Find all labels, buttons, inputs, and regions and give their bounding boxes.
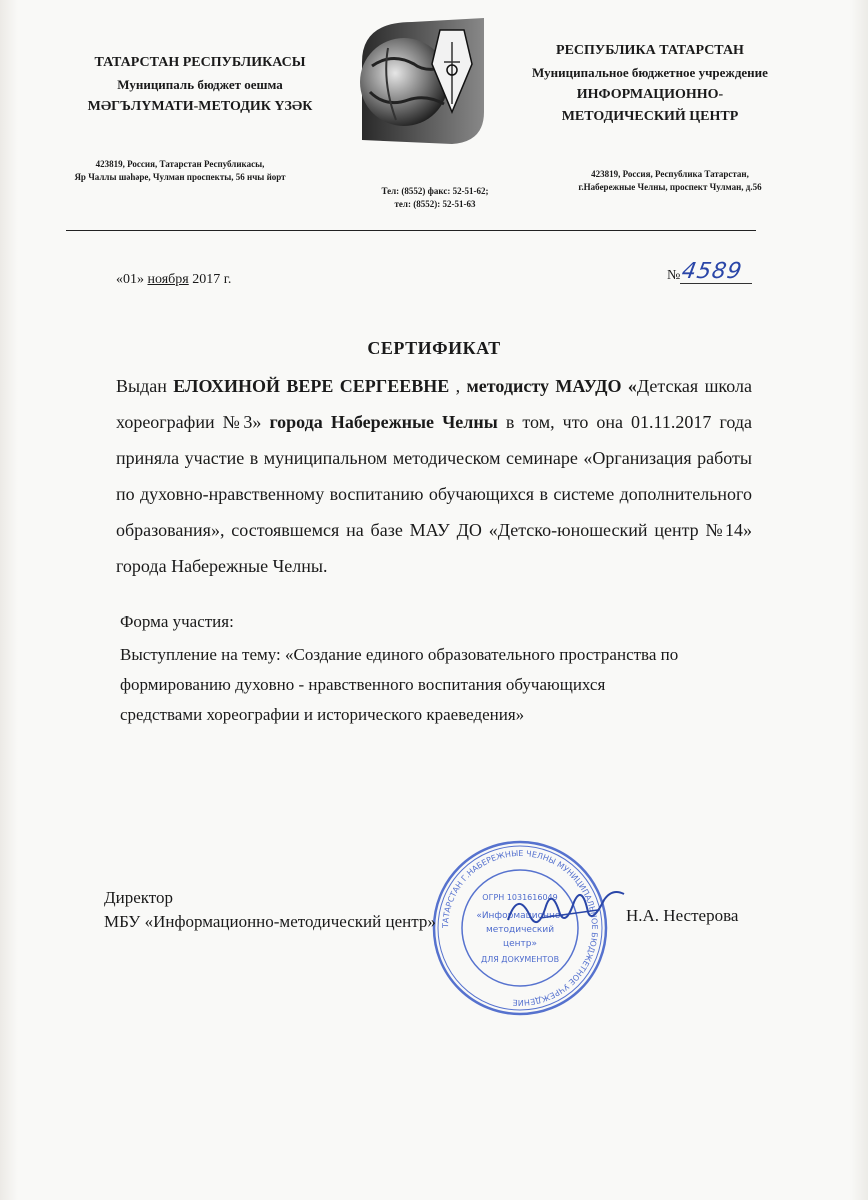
- stamp-line-4: центр»: [502, 939, 538, 949]
- header-right-address-line2: г.Набережные Челны, проспект Чулман, д.56: [578, 182, 762, 192]
- header-left-republic: ТАТАРСТАН РЕСПУБЛИКАСЫ: [94, 55, 306, 70]
- header-right-address-line1: 423819, Россия, Республика Татарстан,: [591, 169, 749, 179]
- document-number-label: №: [667, 268, 681, 283]
- header-left-address: [30, 158, 330, 184]
- header-left-institution: Муниципаль бюджет оешма: [117, 77, 283, 92]
- document-number-underline: [680, 283, 752, 284]
- header-left-address-line2: Яр Чаллы шәһәре, Чулман проспекты, 56 нчы йорт: [74, 172, 286, 182]
- stamp-line-3: методический: [485, 925, 555, 935]
- body-intro: Выдан: [116, 376, 174, 396]
- signer-organization: МБУ «Информационно-методический центр»: [104, 912, 436, 931]
- body-city: города Набережные Челны: [269, 412, 498, 432]
- signer-block: [104, 886, 436, 934]
- document-number-value: 4589: [679, 259, 745, 284]
- date-year: 2017 г.: [192, 272, 232, 287]
- body-comma: ,: [449, 376, 467, 396]
- body-school: Детская школа хореографии №3»: [116, 376, 752, 432]
- header-phone-line1: Тел: (8552) факс: 52-51-62;: [381, 186, 489, 196]
- participation-line-3: средствами хореографии и исторического краеведения»: [120, 705, 525, 724]
- header-right-institution: Муниципальное бюджетное учреждение: [532, 65, 768, 80]
- participation-label: Форма участия:: [120, 612, 234, 631]
- body-recipient-name: ЕЛОХИНОЙ ВЕРЕ СЕРГЕЕВНЕ: [173, 376, 450, 396]
- document-title: СЕРТИФИКАТ: [367, 338, 501, 358]
- header-right-center-name-2: МЕТОДИЧЕСКИЙ ЦЕНТР: [561, 109, 739, 124]
- stamp-line-1: ОГРН 1031616049: [482, 893, 558, 902]
- participation-line-2: формированию духовно - нравственного воспитания обучающихся: [120, 675, 606, 694]
- header-phone-line2: тел: (8552): 52-51-63: [394, 199, 476, 209]
- header-right-center-name-1: ИНФОРМАЦИОННО-: [576, 87, 724, 102]
- document-date: [116, 272, 231, 288]
- header-right-republic: РЕСПУБЛИКА ТАТАРСТАН: [556, 43, 744, 58]
- signer-position: Директор: [104, 888, 173, 907]
- header-left-center-name: МӘГЪЛҮМАТИ-МЕТОДИК ҮЗӘК: [87, 99, 313, 114]
- header-left-address-line1: 423819, Россия, Татарстан Республикасы,: [95, 159, 265, 169]
- body-recipient-role: методисту МАУДО «: [466, 376, 637, 396]
- signer-name: Н.А. Нестерова: [626, 906, 739, 925]
- body-main-text: в том, что она 01.11.2017 года приняла участие в муниципальном методическом семинаре «Организация работы по духовно-нравственному воспитанию обучающихся в системе дополнительного образования», состоявшемся на базе МАУ ДО «Детско-юношеский центр №14» города Набережные Челны.: [116, 412, 753, 576]
- header-right-address: [540, 168, 800, 194]
- certificate-body: [116, 368, 752, 584]
- header-divider: [66, 230, 756, 231]
- header-phones: [340, 185, 530, 211]
- participation-line-1: Выступление на тему: «Создание единого образовательного пространства по: [120, 645, 679, 664]
- header-right-block: [500, 40, 800, 128]
- handwritten-signature: [500, 876, 630, 936]
- stamp-line-5: ДЛЯ ДОКУМЕНТОВ: [480, 955, 560, 964]
- stamp-line-2: «Информационно-: [476, 911, 564, 921]
- stamp-ring-text: ТАТАРСТАН Г.НАБЕРЕЖНЫЕ ЧЕЛНЫ МУНИЦИПАЛЬНОЕ БЮДЖЕТНОЕ УЧРЕЖДЕНИЕ: [440, 848, 600, 1008]
- participation-topic: [120, 640, 800, 730]
- date-month: ноября: [147, 272, 189, 287]
- organization-logo: [352, 12, 492, 152]
- header-left-block: [40, 52, 360, 118]
- date-day: «01»: [116, 272, 144, 287]
